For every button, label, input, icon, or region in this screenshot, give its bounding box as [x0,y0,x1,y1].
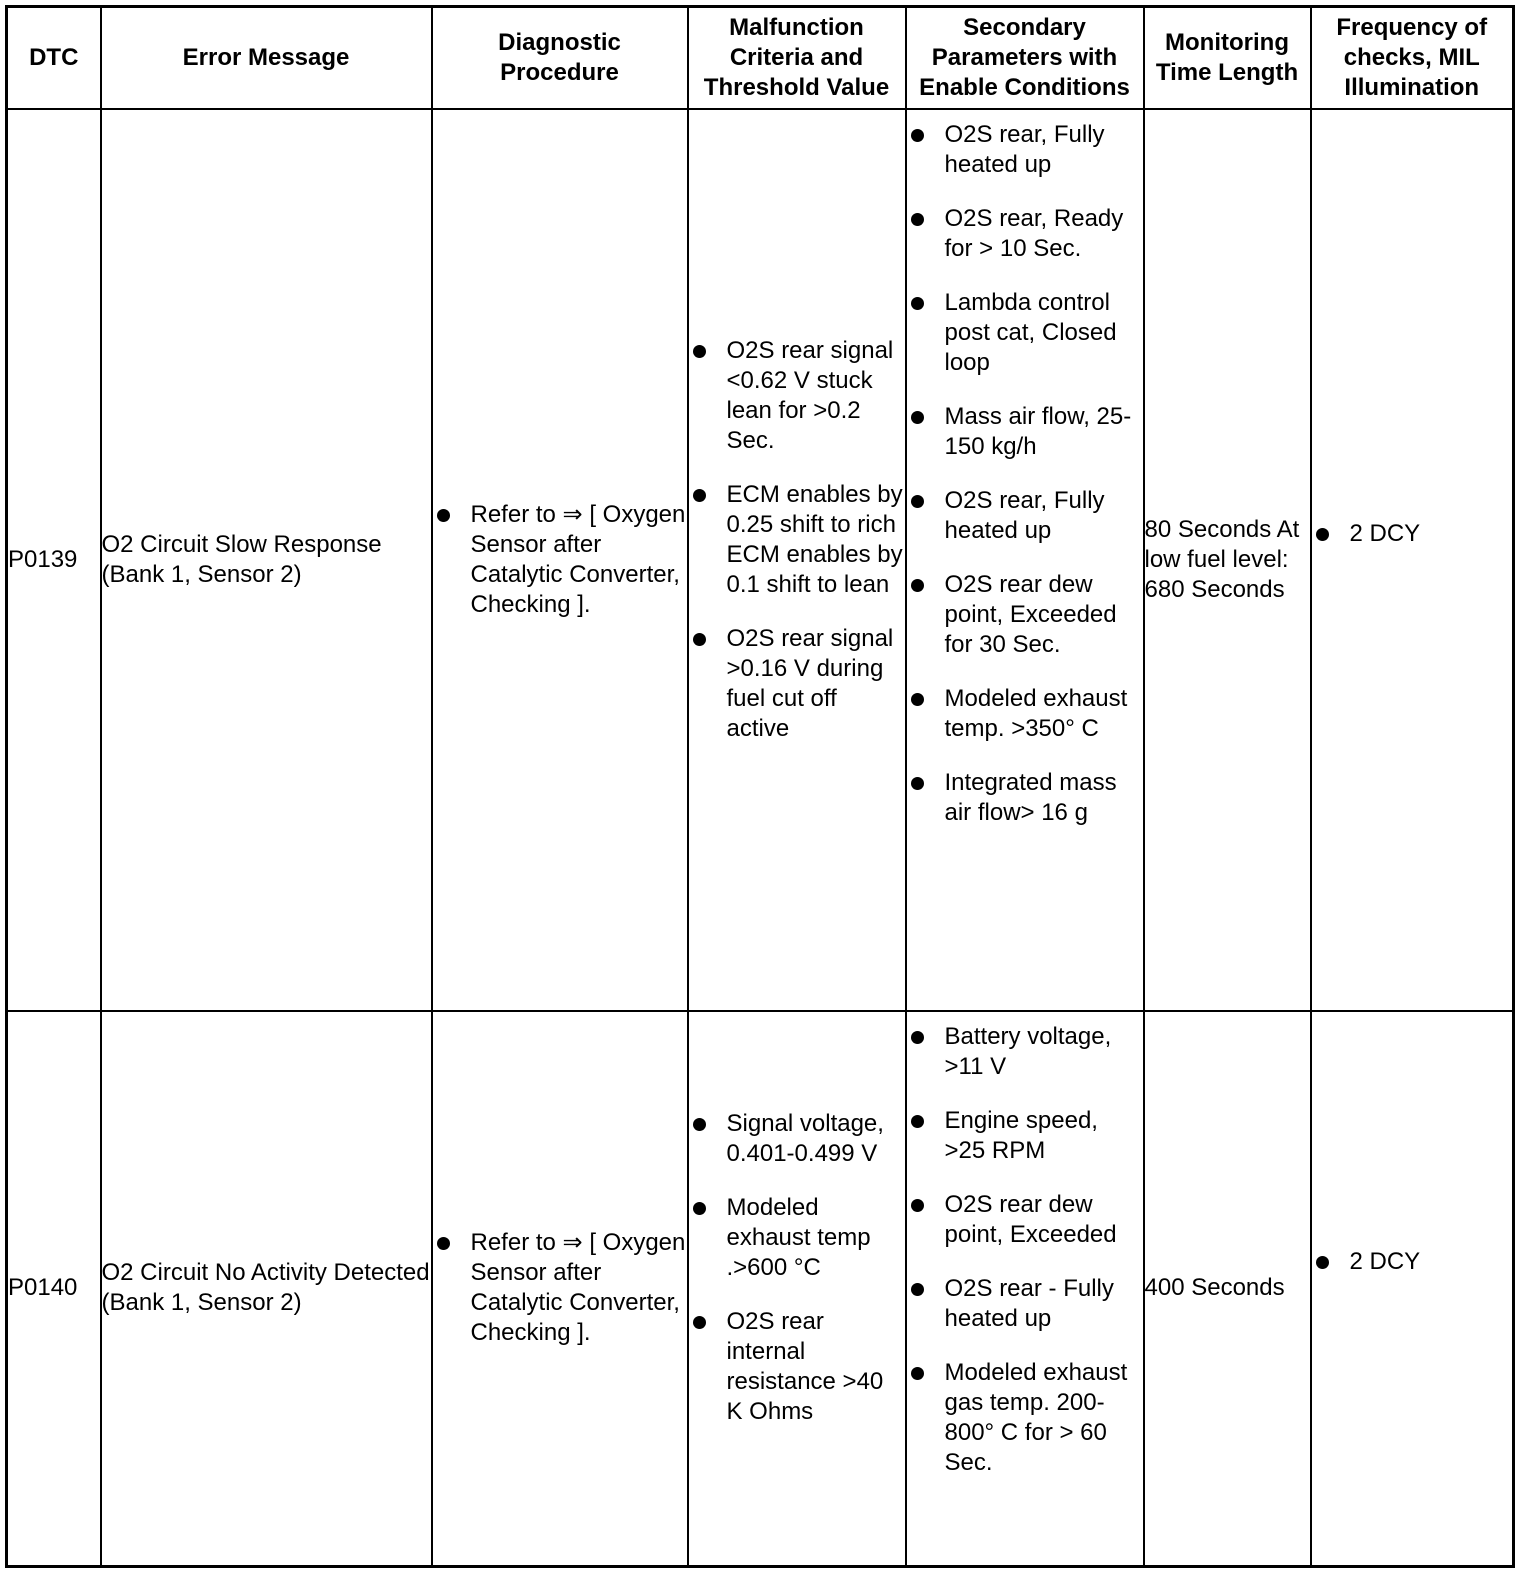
bullet-icon [1316,1256,1329,1269]
bullet-text: O2S rear, Fully heated up [944,120,1105,178]
bullet-text: ECM enables by 0.25 shift to rich ECM enables by 0.1 shift to lean [726,480,903,598]
table-row [7,1011,1514,1567]
bullet-text: O2S rear dew point, Exceeded for 30 Sec. [944,570,1117,658]
bullet-icon [693,489,706,502]
bullet-icon [911,129,924,142]
bullet-text: O2S rear internal resistance >40 K Ohms [726,1308,884,1426]
bullet-item [689,1109,905,1169]
bullet-icon [693,633,706,646]
diagnostic-procedure-list [433,1228,687,1348]
bullet-icon [911,411,924,424]
diagnostic-procedure [432,1011,688,1567]
bullet-item [907,402,1143,462]
bullet-item [907,684,1143,744]
frequency [1311,1011,1514,1567]
frequency-list [1312,519,1513,549]
bullet-item [907,1274,1143,1334]
bullet-item [907,1358,1143,1478]
bullet-item [907,120,1143,180]
bullet-icon [911,1115,924,1128]
bullet-text: O2S rear, Fully heated up [944,486,1105,544]
bullet-item [689,1307,905,1427]
bullet-text: Engine speed, >25 RPM [944,1106,1098,1164]
malfunction-criteria [688,1011,906,1567]
table-row [7,109,1514,1011]
error-message: O2 Circuit No Activity Detected (Bank 1, Sensor 2) [101,1011,432,1567]
bullet-item [907,570,1143,660]
bullet-item [907,1022,1143,1082]
bullet-icon [911,579,924,592]
bullet-item [1312,1247,1513,1277]
dtc-table [5,5,1515,1568]
error-message: O2 Circuit Slow Response (Bank 1, Sensor 2) [101,109,432,1011]
bullet-text: O2S rear, Ready for > 10 Sec. [944,204,1124,262]
bullet-text: 2 DCY [1349,519,1421,547]
bullet-text: Integrated mass air flow> 16 g [944,768,1117,826]
monitoring-time: 80 Seconds At low fuel level: 680 Seconds [1144,109,1311,1011]
bullet-icon [911,1031,924,1044]
bullet-icon [911,1367,924,1380]
dtc-code: P0140 [7,1011,101,1567]
bullet-text: O2S rear signal >0.16 V during fuel cut off active [726,624,894,742]
header-secondary-parameters: Secondary Parameters with Enable Conditions [906,7,1144,109]
malfunction-criteria [688,109,906,1011]
secondary-parameters [906,1011,1144,1567]
bullet-text: Modeled exhaust gas temp. 200-800° C for > 60 Sec. [944,1358,1128,1476]
bullet-item [1312,519,1513,549]
bullet-text: Refer to ⇒ [ Oxygen Sensor after Catalytic Converter, Checking ]. [470,500,686,618]
bullet-text: 2 DCY [1349,1248,1421,1276]
bullet-icon [911,297,924,310]
malfunction-criteria-list [689,1109,905,1427]
bullet-item [433,1228,687,1348]
bullet-item [907,288,1143,378]
frequency-list [1312,1247,1513,1277]
monitoring-time: 400 Seconds [1144,1011,1311,1567]
bullet-text: O2S rear - Fully heated up [944,1274,1114,1332]
bullet-icon [911,693,924,706]
bullet-text: Mass air flow, 25-150 kg/h [944,402,1132,460]
header-row [7,7,1514,109]
bullet-icon [693,1202,706,1215]
bullet-text: Modeled exhaust temp. >350° C [944,684,1128,742]
header-dtc: DTC [7,7,101,109]
bullet-text: Battery voltage, >11 V [944,1022,1112,1080]
header-diagnostic-procedure: Diagnostic Procedure [432,7,688,109]
bullet-icon [693,1118,706,1131]
bullet-icon [911,777,924,790]
header-error-message: Error Message [101,7,432,109]
bullet-item [907,768,1143,828]
bullet-text: Signal voltage, 0.401-0.499 V [726,1110,884,1168]
bullet-icon [911,1199,924,1212]
bullet-icon [693,345,706,358]
frequency [1311,109,1514,1011]
bullet-icon [911,1283,924,1296]
bullet-icon [1316,528,1329,541]
bullet-item [689,480,905,600]
bullet-text: Modeled exhaust temp .>600 °C [726,1194,871,1282]
bullet-icon [437,1237,450,1250]
diagnostic-procedure [432,109,688,1011]
bullet-item [689,624,905,744]
bullet-item [433,500,687,620]
bullet-item [689,336,905,456]
header-malfunction-criteria: Malfunction Criteria and Threshold Value [688,7,906,109]
dtc-code: P0139 [7,109,101,1011]
secondary-parameters [906,109,1144,1011]
bullet-text: O2S rear signal <0.62 V stuck lean for >0.2 Sec. [726,336,894,454]
secondary-parameters-list [907,1022,1143,1478]
bullet-icon [437,509,450,522]
bullet-item [907,486,1143,546]
bullet-item [907,1106,1143,1166]
diagnostic-procedure-list [433,500,687,620]
secondary-parameters-list [907,120,1143,828]
bullet-text: Lambda control post cat, Closed loop [944,288,1117,376]
malfunction-criteria-list [689,336,905,744]
bullet-icon [693,1316,706,1329]
bullet-icon [911,213,924,226]
bullet-text: O2S rear dew point, Exceeded [944,1190,1117,1248]
header-frequency: Frequency of checks, MIL Illumination [1311,7,1514,109]
bullet-item [689,1193,905,1283]
bullet-text: Refer to ⇒ [ Oxygen Sensor after Catalytic Converter, Checking ]. [470,1229,686,1347]
bullet-item [907,1190,1143,1250]
header-monitoring-time: Monitoring Time Length [1144,7,1311,109]
bullet-icon [911,495,924,508]
bullet-item [907,204,1143,264]
